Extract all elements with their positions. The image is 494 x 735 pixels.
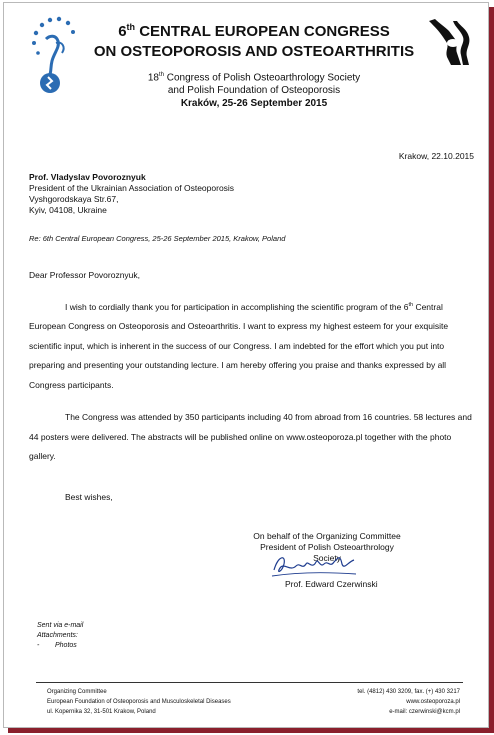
closing: Best wishes, (65, 492, 113, 502)
footer-divider (36, 682, 463, 683)
recipient-address: Prof. Vladyslav Povoroznyuk President of the Ukrainian Association of Osteoporosis Vyshgorodskaya Str.67, Kyiv, 04108, Ukraine (29, 172, 235, 215)
paragraph-2: The Congress was attended by 350 participants including 40 from abroad from 16 countries. 58 lectures and 44 posters were delivered. The abstracts will be published online on www.osteoporoza.pl together with the photo gallery. (29, 412, 472, 461)
osteoporosis-logo-icon (28, 13, 76, 97)
salutation: Dear Professor Povoroznyuk, (29, 270, 141, 280)
signer-name: Prof. Edward Czerwinski (285, 579, 378, 589)
signature-block: On behalf of the Organizing Committee President of Polish Osteoarthrology Society (253, 531, 401, 563)
footer-left: Organizing Committee European Foundation of Osteoporosis and Musculoskeletal Diseases ul. Kopernika 32, 31-501 Krakow, Poland (47, 689, 231, 715)
congress-title: 6th CENTRAL EUROPEAN CONGRESS ON OSTEOPOROSIS AND OSTEOARTHRITIS (93, 22, 415, 60)
subject-line: Re: 6th Central European Congress, 25-26 September 2015, Krakow, Poland (29, 234, 286, 243)
letter-date: Krakow, 22.10.2015 (398, 151, 474, 161)
recipient-name: Prof. Vladyslav Povoroznyuk (29, 172, 146, 182)
congress-subtitle: 18th Congress of Polish Osteoarthrology Society and Polish Foundation of Osteoporosis Kraków, 25-26 September 2015 (147, 72, 361, 110)
footer-right: tel. (4812) 430 3209, fax. (+) 430 3217 www.osteoporoza.pl e-mail: czerwinski@kcm.pl (357, 689, 460, 715)
website-link[interactable]: www.osteoporoza.pl (406, 699, 460, 705)
knee-joint-logo-icon (425, 17, 473, 67)
paragraph-1: I wish to cordially thank you for participation in accomplishing the scientific program of the 6th Central European Congress on Osteoporosis and Osteoarthritis. I want to express my highest esteem for your exquisite scientific input, which is inherent in the success of our Congress. I am indebted for the effort which you put into preparing and presenting your outstanding lecture. I am hereby offering you praise and thanks expressed by all Congress participants. (29, 301, 449, 390)
sent-note: Sent via e-mail Attachments: - Photos (37, 622, 84, 649)
handwritten-signature (268, 550, 360, 580)
email-link[interactable]: e-mail: czerwinski@kcm.pl (389, 709, 460, 715)
letter-page (3, 2, 489, 728)
